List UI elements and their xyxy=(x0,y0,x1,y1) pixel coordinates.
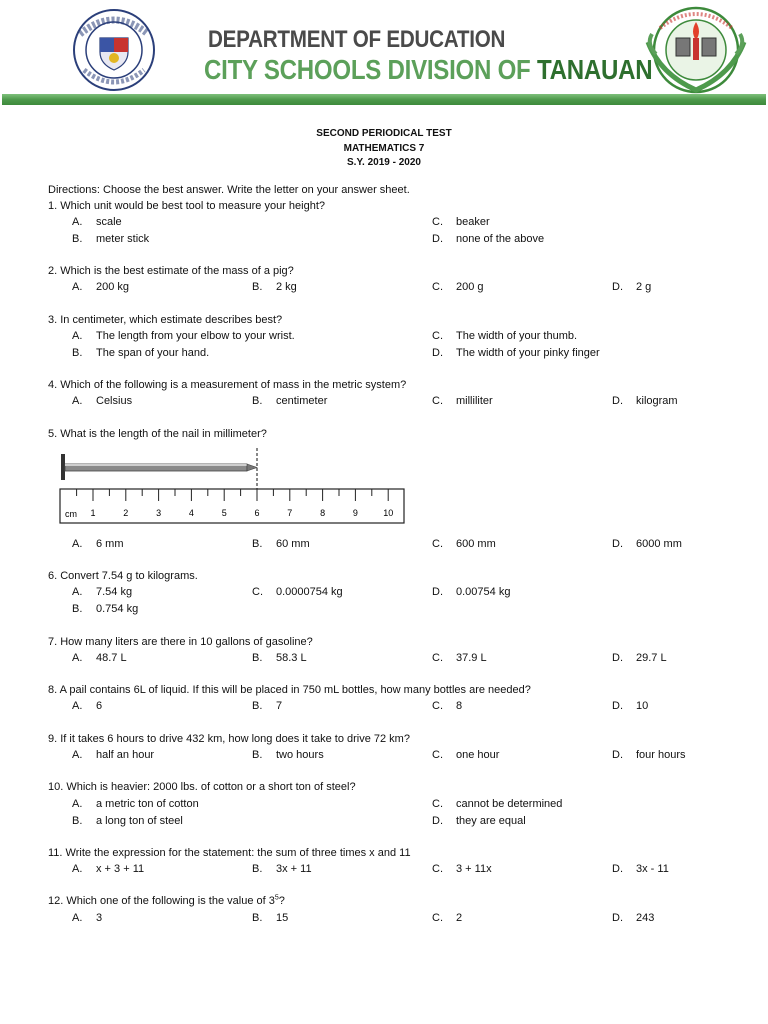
choice-text: cannot be determined xyxy=(456,798,563,810)
choice-letter: D. xyxy=(612,863,623,875)
choice-text: 0.0000754 kg xyxy=(276,586,343,598)
ruler-tick-label: 7 xyxy=(287,508,293,518)
choice-letter: B. xyxy=(72,815,83,827)
choice-letter: A. xyxy=(72,749,83,761)
choice-letter: C. xyxy=(432,912,443,924)
question-11: 11. Write the expression for the statement: the sum of three times x and 11 xyxy=(48,847,411,859)
choice-text: 29.7 L xyxy=(636,652,667,664)
choice-letter: A. xyxy=(72,700,83,712)
choice-letter: B. xyxy=(252,749,263,761)
choice-text: 7 xyxy=(276,700,283,712)
choice-text: 200 kg xyxy=(96,281,130,293)
choice-letter: B. xyxy=(72,233,83,245)
choice-letter: D. xyxy=(612,538,623,550)
department-name: DEPARTMENT OF EDUCATION xyxy=(208,26,506,53)
choice-text: they are equal xyxy=(456,815,526,827)
choice-letter: A. xyxy=(72,798,83,810)
choice-text: 15 xyxy=(276,912,289,924)
choice-letter: C. xyxy=(432,216,443,228)
header-divider-bar xyxy=(2,94,766,105)
choice-letter: D. xyxy=(432,586,443,598)
choice-letter: D. xyxy=(612,395,623,407)
ruler-tick-label: 6 xyxy=(254,508,260,518)
choice-text: 0.754 kg xyxy=(96,603,139,615)
choice-text: four hours xyxy=(636,749,686,761)
nail-ruler-figure xyxy=(56,448,408,528)
choice-text: 3x + 11 xyxy=(276,863,312,875)
choice-text: 600 mm xyxy=(456,538,496,550)
ruler-unit-label: cm xyxy=(65,509,77,519)
directions: Directions: Choose the best answer. Write the letter on your answer sheet. xyxy=(48,184,410,196)
question-5: 5. What is the length of the nail in millimeter? xyxy=(48,428,267,440)
choice-text: beaker xyxy=(456,216,490,228)
choice-text: milliliter xyxy=(456,395,493,407)
title-line-2: MATHEMATICS 7 xyxy=(343,142,425,154)
deped-seal-logo xyxy=(62,8,166,92)
choice-text: 0.00754 kg xyxy=(456,586,511,598)
division-name: CITY SCHOOLS DIVISION OF TANAUAN xyxy=(204,54,653,85)
choice-text: two hours xyxy=(276,749,324,761)
question-1: 1. Which unit would be best tool to measure your height? xyxy=(48,200,325,212)
choice-text: 6 mm xyxy=(96,538,124,550)
ruler-tick-label: 10 xyxy=(383,508,394,518)
question-10: 10. Which is heavier: 2000 lbs. of cotton or a short ton of steel? xyxy=(48,781,356,793)
choice-text: 37.9 L xyxy=(456,652,487,664)
letterhead xyxy=(0,0,768,108)
choice-text: none of the above xyxy=(456,233,545,245)
choice-text: 3x - 11 xyxy=(636,863,669,875)
choice-text: x + 3 + 11 xyxy=(96,863,145,875)
choice-letter: C. xyxy=(432,652,443,664)
choice-letter: B. xyxy=(252,281,263,293)
choice-text: kilogram xyxy=(636,395,678,407)
choice-letter: B. xyxy=(252,912,263,924)
choice-letter: D. xyxy=(612,652,623,664)
choice-text: 3 + 11x xyxy=(456,863,492,875)
choice-text: The span of your hand. xyxy=(96,347,210,359)
choice-letter: A. xyxy=(72,586,83,598)
choice-text: 2 g xyxy=(636,281,652,293)
choice-text: 8 xyxy=(456,700,463,712)
choice-text: half an hour xyxy=(96,749,155,761)
choice-text: 48.7 L xyxy=(96,652,127,664)
division-seal-logo xyxy=(640,4,752,96)
choice-letter: B. xyxy=(252,538,263,550)
choice-text: 2 kg xyxy=(276,281,297,293)
ruler-tick-label: 4 xyxy=(188,508,194,518)
choice-text: a metric ton of cotton xyxy=(96,798,199,810)
choice-letter: B. xyxy=(252,863,263,875)
question-3: 3. In centimeter, which estimate describes best? xyxy=(48,314,283,326)
question-8: 8. A pail contains 6L of liquid. If this will be placed in 750 mL bottles, how many bottles are needed? xyxy=(48,684,531,696)
choice-letter: C. xyxy=(432,330,443,342)
choice-text: 60 mm xyxy=(276,538,310,550)
choice-letter: D. xyxy=(432,815,443,827)
ruler-tick-label: 5 xyxy=(221,508,227,518)
choice-text: 3 xyxy=(96,912,103,924)
choice-text: 2 xyxy=(456,912,463,924)
ruler-tick-label: 1 xyxy=(90,508,96,518)
choice-letter: A. xyxy=(72,330,83,342)
choice-letter: D. xyxy=(612,749,623,761)
choice-text: 200 g xyxy=(456,281,484,293)
choice-letter: B. xyxy=(72,603,83,615)
choice-letter: D. xyxy=(612,700,623,712)
choice-text: 6 xyxy=(96,700,103,712)
choice-letter: C. xyxy=(432,798,443,810)
choice-text: The length from your elbow to your wrist. xyxy=(96,330,295,342)
choice-text: a long ton of steel xyxy=(96,815,183,827)
choice-letter: C. xyxy=(432,700,443,712)
choice-text: one hour xyxy=(456,749,500,761)
choice-letter: A. xyxy=(72,652,83,664)
choice-letter: D. xyxy=(612,912,623,924)
choice-letter: B. xyxy=(252,395,263,407)
choice-text: 10 xyxy=(636,700,649,712)
choice-text: 7.54 kg xyxy=(96,586,133,598)
choice-text: The width of your pinky finger xyxy=(456,347,600,359)
choice-letter: D. xyxy=(432,233,443,245)
choice-letter: B. xyxy=(72,347,83,359)
choice-text: centimeter xyxy=(276,395,328,407)
choice-letter: C. xyxy=(432,395,443,407)
choice-letter: D. xyxy=(612,281,623,293)
ruler-tick-label: 9 xyxy=(352,508,358,518)
question-9: 9. If it takes 6 hours to drive 432 km, how long does it take to drive 72 km? xyxy=(48,733,410,745)
choice-text: scale xyxy=(96,216,122,228)
choice-letter: C. xyxy=(432,749,443,761)
question-2: 2. Which is the best estimate of the mass of a pig? xyxy=(48,265,294,277)
choice-letter: C. xyxy=(432,281,443,293)
choice-letter: A. xyxy=(72,281,83,293)
choice-letter: C. xyxy=(432,538,443,550)
question-6: 6. Convert 7.54 g to kilograms. xyxy=(48,570,198,582)
choice-text: 243 xyxy=(636,912,655,924)
ruler-tick-label: 3 xyxy=(156,508,162,518)
choice-text: The width of your thumb. xyxy=(456,330,578,342)
choice-letter: B. xyxy=(252,700,263,712)
choice-letter: D. xyxy=(432,347,443,359)
choice-text: meter stick xyxy=(96,233,150,245)
choice-letter: C. xyxy=(432,863,443,875)
choice-letter: A. xyxy=(72,538,83,550)
ruler-tick-label: 8 xyxy=(320,508,326,518)
question-12: 12. Which one of the following is the value of $3^5$? xyxy=(48,894,285,907)
question-7: 7. How many liters are there in 10 gallons of gasoline? xyxy=(48,636,313,648)
choice-text: 6000 mm xyxy=(636,538,682,550)
choice-letter: A. xyxy=(72,912,83,924)
choice-letter: A. xyxy=(72,863,83,875)
question-4: 4. Which of the following is a measurement of mass in the metric system? xyxy=(48,379,407,391)
choice-letter: A. xyxy=(72,216,83,228)
choice-text: Celsius xyxy=(96,395,133,407)
choice-letter: B. xyxy=(252,652,263,664)
test-title xyxy=(0,127,768,171)
title-line-3: S.Y. 2019 - 2020 xyxy=(347,157,421,168)
title-line-1: SECOND PERIODICAL TEST xyxy=(316,128,452,139)
choice-letter: A. xyxy=(72,395,83,407)
choice-letter: C. xyxy=(252,586,263,598)
ruler-tick-label: 2 xyxy=(123,508,129,518)
choice-text: 58.3 L xyxy=(276,652,307,664)
